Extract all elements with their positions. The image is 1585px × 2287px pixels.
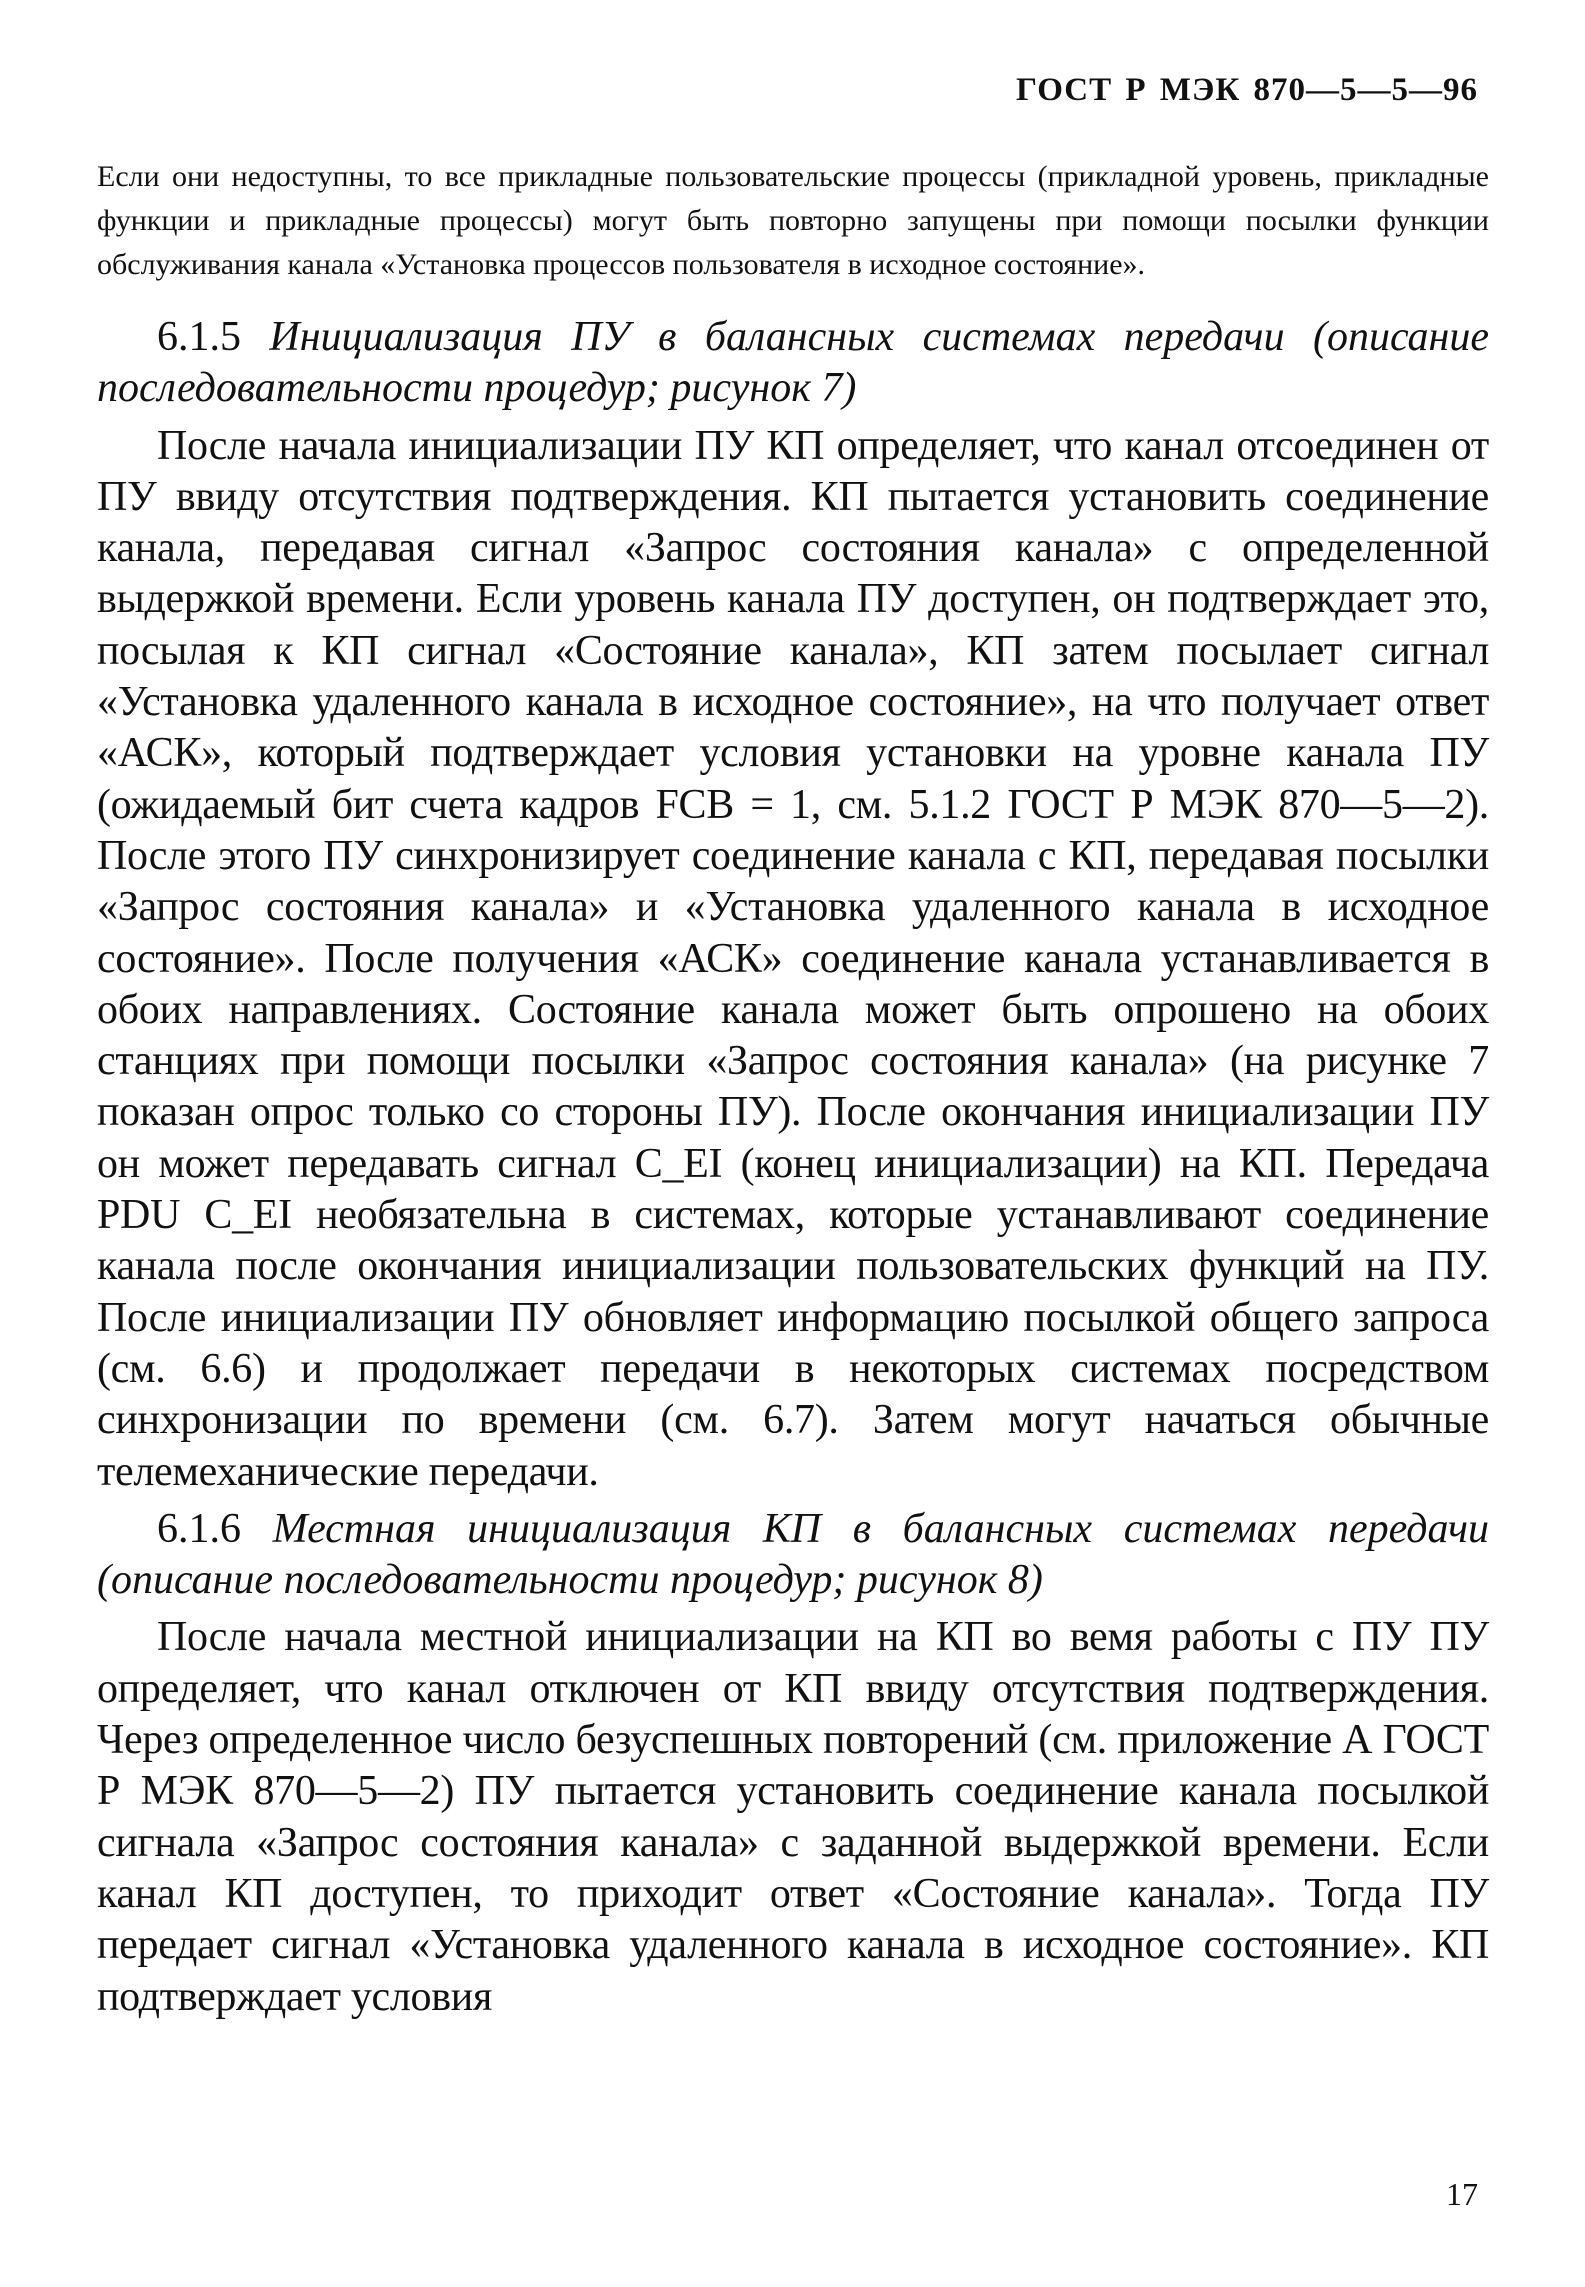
intro-paragraph: Если они недоступны, то все прикладные пользовательские процессы (прикладной уровень, прикладные функции и прикладные процессы) могут быть повторно запущены при помощи посылки функции обслуживания канала «Установка процессов пользователя в исходное состояние». <box>97 160 1489 281</box>
section-number: 6.1.5 <box>157 314 241 360</box>
section-heading-6-1-6 <box>97 1504 1489 1607</box>
main-content <box>97 312 1489 2023</box>
section-body-6-1-5: После начала инициализации ПУ КП определяет, что канал отсоединен от ПУ ввиду отсутствия подтверждения. КП пытается установить соединение канала, передавая сигнал «Запрос состояния канала» с определенной выдержкой времени. Если уровень канала ПУ доступен, он подтверждает это, посылая к КП сигнал «Состояние канала», КП затем посылает сигнал «Установка удаленного канала в исходное состояние», на что получает ответ «АСК», который подтверждает условия установки на уровне канала ПУ (ожидаемый бит счета кадров FCB = 1, см. 5.1.2 ГОСТ Р МЭК 870—5—2). После этого ПУ синхронизирует соединение канала с КП, передавая посылки «Запрос состояния канала» и «Установка удаленного канала в исходное состояние». После получения «АСК» соединение канала устанавливается в обоих направлениях. Состояние канала может быть опрошено на обоих станциях при помощи посылки «Запрос состояния канала» (на рисунке 7 показан опрос только со стороны ПУ). После окончания инициализации ПУ он может передавать сигнал C_EI (конец инициализации) на КП. Передача PDU C_EI необязательна в системах, которые устанавливают соединение канала после окончания инициализации пользовательских функций на ПУ. После инициализации ПУ обновляет информацию посылкой общего запроса (см. 6.6) и продолжает передачи в некоторых системах посредством синхронизации по времени (см. 6.7). Затем могут начаться обычные телемеханические передачи. <box>97 422 1489 1495</box>
document-header: ГОСТ Р МЭК 870—5—5—96 <box>1016 72 1478 108</box>
section-heading-6-1-5 <box>97 312 1489 415</box>
section-body-6-1-6: После начала местной инициализации на КП во вемя работы с ПУ ПУ определяет, что канал отключен от КП ввиду отсутствия подтверждения. Через определенное число безуспешных повторений (см. приложение А ГОСТ Р МЭК 870—5—2) ПУ пытается установить соединение канала посылкой сигнала «Запрос состояния канала» с заданной выдержкой времени. Если канал КП доступен, то приходит ответ «Состояние канала». Тогда ПУ передает сигнал «Установка удаленного канала в исходное состояние». КП подтверждает условия <box>97 1614 1489 2020</box>
section-number: 6.1.6 <box>157 1505 241 1552</box>
section-title: Местная инициализация КП в балансных системах передачи (описание последовательности процедур; рисунок 8) <box>97 1505 1489 1604</box>
page-number: 17 <box>1446 2176 1478 2212</box>
section-title: Инициализация ПУ в балансных системах передачи (описание последовательности процедур; рисунок 7) <box>97 314 1490 412</box>
